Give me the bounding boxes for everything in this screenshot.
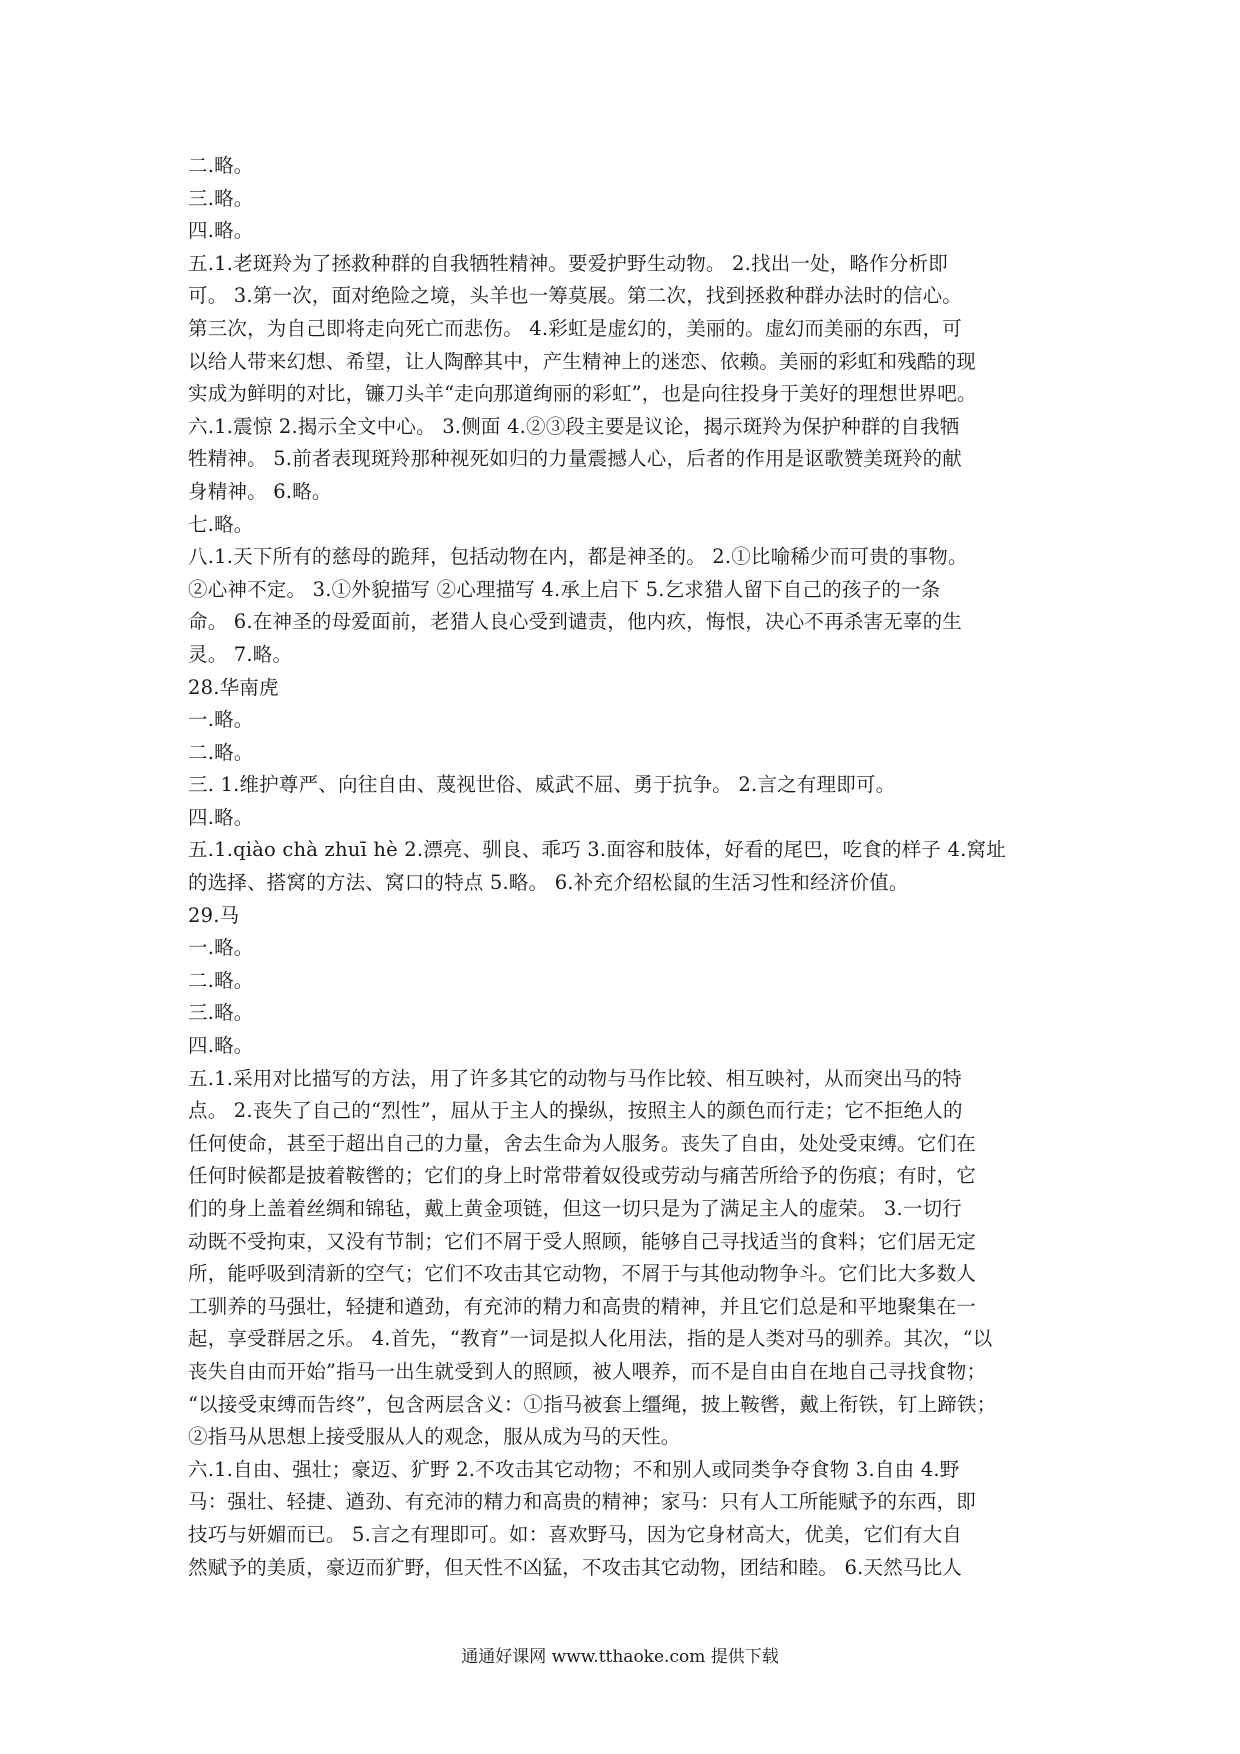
text-line: 任何时候都是披着鞍辔的；它们的身上时常带着奴役或劳动与痛苦所给予的伤痕；有时，它 [188, 1164, 977, 1188]
text-line: 身精神。 6.略。 [188, 479, 332, 503]
text-line: 任何使命，甚至于超出自己的力量，舍去生命为人服务。丧失了自由，处处受束缚。它们在 [188, 1131, 977, 1155]
text-line: 实成为鲜明的对比，镰刀头羊“走向那道绚丽的彩虹”，也是向往投身于美好的理想世界吧。 [188, 382, 977, 406]
text-line: 二.略。 [188, 740, 254, 764]
text-line: 们的身上盖着丝绸和锦毡，戴上黄金项链，但这一切只是为了满足主人的虚荣。 3.一切行 [188, 1197, 963, 1220]
text-line: 牲精神。 5.前者表现斑羚那种视死如归的力量震撼人心，后者的作用是讴歌赞美斑羚的献 [188, 447, 963, 471]
text-line: 第三次，为自己即将走向死亡而悲伤。 4.彩虹是虚幻的，美丽的。虚幻而美丽的东西，可 [188, 316, 963, 340]
text-line: 一.略。 [188, 708, 254, 732]
text-line: 六.1.自由、强壮；豪迈、犷野 2.不攻击其它动物；不和别人或同类争夺食物 3.自由 4.野 [188, 1457, 960, 1481]
text-line: 四.略。 [188, 219, 254, 243]
text-line: 灵。 7.略。 [188, 642, 293, 666]
text-line: 八.1.天下所有的慈母的跪拜，包括动物在内，都是神圣的。 2.①比喻稀少而可贵的事物。 [188, 545, 968, 569]
text-line: 动既不受拘束，又没有节制；它们不屑于受人照顾，能够自己寻找适当的食料；它们居无定 [188, 1229, 977, 1253]
answer-text [188, 150, 1070, 1584]
text-line: ②心神不定。 3.①外貌描写 ②心理描写 4.承上启下 5.乞求猎人留下自己的孩子的一条 [188, 577, 941, 601]
text-line: 三. 1.维护尊严、向往自由、蔑视世俗、威武不屈、勇于抗争。 2.言之有理即可。 [188, 773, 896, 797]
text-line: 五.1.采用对比描写的方法，用了许多其它的动物与马作比较、相互映衬，从而突出马的特 [188, 1066, 963, 1090]
text-line: 命。 6.在神圣的母爱面前，老猎人良心受到谴责，他内疚，悔恨，决心不再杀害无辜的生 [188, 610, 963, 634]
text-line: 四.略。 [188, 805, 254, 829]
text-line: 四.略。 [188, 1034, 254, 1058]
text-line: 28.华南虎 [188, 675, 279, 699]
text-line: “以接受束缚而告终”，包含两层含义：①指马被套上缰绳，披上鞍辔，戴上衔铁，钉上蹄铁； [188, 1392, 997, 1416]
text-line: 五.1.老斑羚为了拯救种群的自我牺牲精神。要爱护野生动物。 2.找出一处，略作分析即 [188, 251, 949, 275]
text-line: ②指马从思想上接受服从人的观念，服从成为马的天性。 [188, 1425, 681, 1449]
text-line: 二.略。 [188, 154, 254, 177]
text-line: 一.略。 [188, 936, 254, 960]
text-line: 三.略。 [188, 1001, 254, 1025]
text-line: 可。 3.第一次，面对绝险之境，头羊也一筹莫展。第二次，找到拯救种群办法时的信心。 [188, 284, 963, 308]
text-line: 五.1.qiào chà zhuī hè 2.漂亮、驯良、乖巧 3.面容和肢体，好看的尾巴，吃食的样子 4.窝址 [188, 838, 1006, 862]
text-line: 所，能呼吸到清新的空气；它们不攻击其它动物，不屑于与其他动物争斗。它们比大多数人 [188, 1262, 977, 1286]
page-footer: 通通好课网 www.tthaoke.com 提供下载 [461, 1647, 779, 1667]
text-line: 丧失自由而开始”指马一出生就受到人的照顾，被人喂养，而不是自由自在地自己寻找食物； [188, 1359, 987, 1383]
text-line: 起，享受群居之乐。 4.首先，“教育”一词是拟人化用法，指的是人类对马的驯养。其次，“以 [188, 1327, 993, 1351]
text-line: 三.略。 [188, 186, 254, 210]
text-line: 技巧与妍媚而已。 5.言之有理即可。如：喜欢野马，因为它身材高大，优美，它们有大自 [188, 1522, 963, 1546]
text-line: 六.1.震惊 2.揭示全文中心。 3.侧面 4.②③段主要是议论，揭示斑羚为保护种群的自我牺 [188, 414, 960, 438]
text-line: 点。 2.丧失了自己的“烈性”，屈从于主人的操纵，按照主人的颜色而行走；它不拒绝人的 [188, 1099, 963, 1123]
text-line: 以给人带来幻想、希望，让人陶醉其中，产生精神上的迷恋、依赖。美丽的彩虹和残酷的现 [188, 349, 977, 373]
text-line: 七.略。 [188, 512, 254, 536]
text-line: 的选择、搭窝的方法、窝口的特点 5.略。 6.补充介绍松鼠的生活习性和经济价值。 [188, 871, 909, 895]
text-line: 然赋予的美质，豪迈而犷野，但天性不凶猛，不攻击其它动物，团结和睦。 6.天然马比人 [188, 1555, 963, 1579]
text-line: 二.略。 [188, 968, 254, 992]
text-line: 29.马 [188, 903, 240, 927]
text-line: 工驯养的马强壮，轻捷和遒劲，有充沛的精力和高贵的精神，并且它们总是和平地聚集在一 [188, 1294, 977, 1318]
text-line: 马：强壮、轻捷、遒劲、有充沛的精力和高贵的精神；家马：只有人工所能赋予的东西，即 [188, 1490, 977, 1514]
